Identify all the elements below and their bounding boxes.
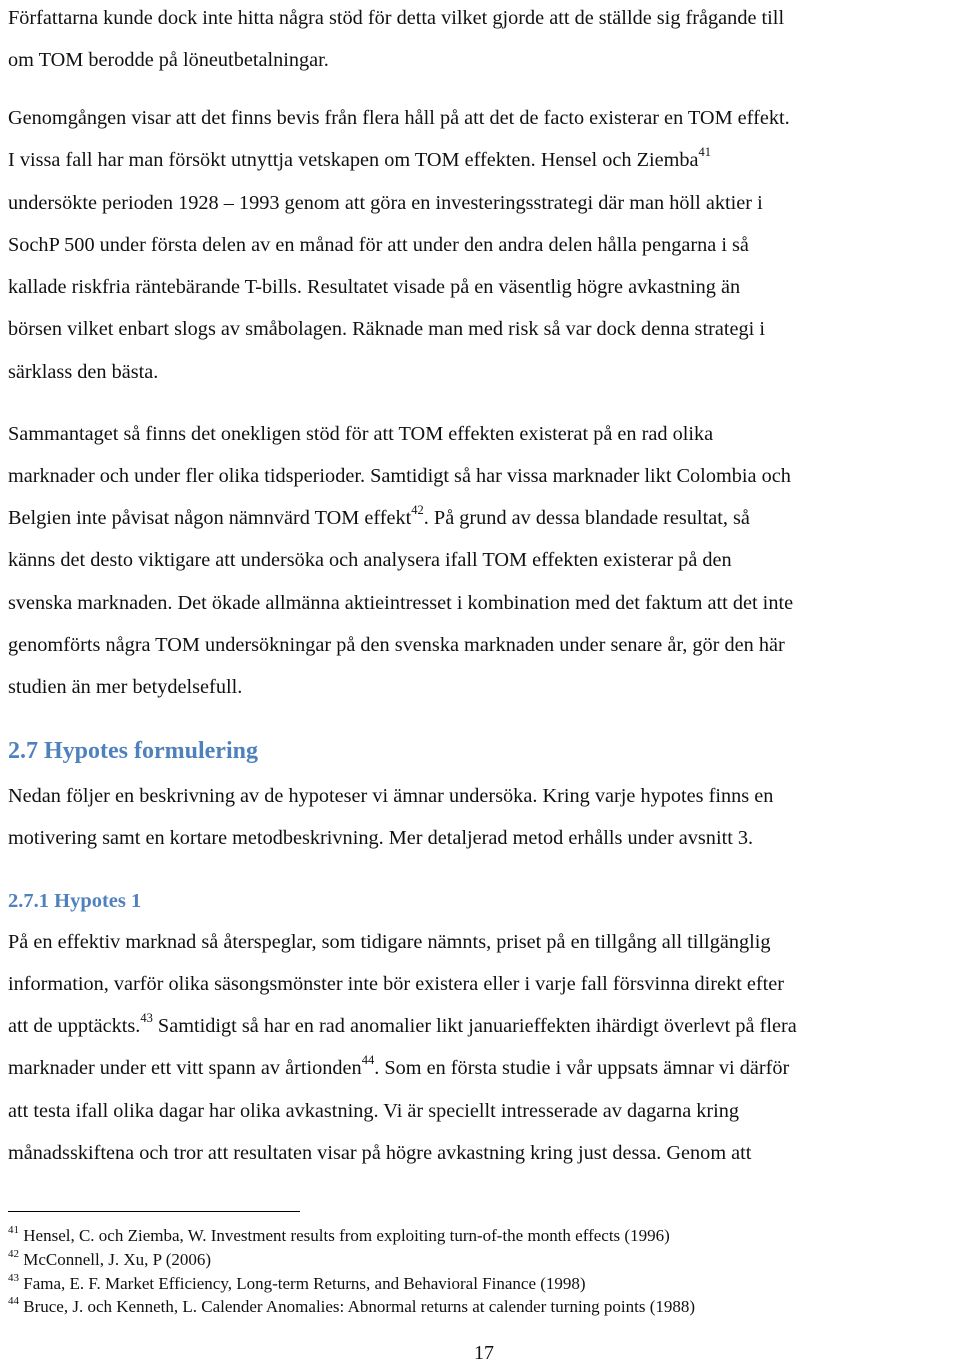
- footnote-text: Hensel, C. och Ziemba, W. Investment results from exploiting turn-of-the month effects (1996): [23, 1226, 670, 1245]
- body-text-line: att testa ifall olika dagar har olika avkastning. Vi är speciellt intresserade av dagarna kring: [8, 1100, 740, 1122]
- body-text-line: känns det desto viktigare att undersöka och analysera ifall TOM effekten existerar på den: [8, 549, 732, 571]
- body-text-line: Författarna kunde dock inte hitta några stöd för detta vilket gjorde att de ställde sig frågande till: [8, 7, 785, 29]
- page-number: 17: [474, 1342, 494, 1364]
- body-text: Samtidigt så har en rad anomalier likt januarieffekten ihärdigt överlevt på flera: [152, 1015, 797, 1037]
- footnote-separator: [8, 1211, 300, 1212]
- body-text-line: undersökte perioden 1928 – 1993 genom att göra en investeringsstrategi där man höll aktier i: [8, 192, 763, 214]
- body-text-line: Sammantaget så finns det onekligen stöd för att TOM effekten existerat på en rad olika: [8, 423, 714, 445]
- body-text-line: om TOM berodde på löneutbetalningar.: [8, 49, 329, 71]
- footnote-number: 42: [8, 1248, 19, 1260]
- footnote: [8, 1296, 695, 1318]
- body-text: . Som en första studie i vår uppsats ämnar vi därför: [374, 1057, 790, 1079]
- body-text: Belgien inte påvisat någon nämnvärd TOM effekt: [8, 507, 412, 529]
- body-text-line: marknader och under fler olika tidsperioder. Samtidigt så har vissa marknader likt Colombia och: [8, 465, 791, 487]
- footnote: [8, 1273, 586, 1295]
- body-text-line: [8, 147, 711, 173]
- section-heading: 2.7 Hypotes formulering: [8, 738, 258, 764]
- footnote: [8, 1249, 211, 1271]
- footnote-text: McConnell, J. Xu, P (2006): [23, 1250, 212, 1269]
- body-text-line: [8, 1055, 789, 1081]
- footnote-number: 41: [8, 1224, 19, 1236]
- body-text: att de upptäckts.: [8, 1015, 141, 1037]
- body-text-line: SochP 500 under första delen av en månad för att under den andra delen hålla pengarna i så: [8, 234, 749, 256]
- body-text-line: studien än mer betydelsefull.: [8, 676, 243, 698]
- body-text-line: På en effektiv marknad så återspeglar, som tidigare nämnts, priset på en tillgång all tillgänglig: [8, 931, 771, 953]
- footnote-ref: 42: [411, 503, 424, 517]
- footnote-ref: 43: [140, 1011, 153, 1025]
- body-text-line: [8, 505, 750, 531]
- body-text: . På grund av dessa blandade resultat, så: [423, 507, 750, 529]
- body-text-line: Nedan följer en beskrivning av de hypoteser vi ämnar undersöka. Kring varje hypotes finns en: [8, 785, 774, 807]
- body-text: marknader under ett vitt spann av årtionden: [8, 1057, 362, 1079]
- footnote-ref: 44: [361, 1053, 375, 1067]
- body-text-line: månadsskiftena och tror att resultaten visar på högre avkastning kring just dessa. Genom att: [8, 1142, 752, 1164]
- body-text-line: kallade riskfria räntebärande T-bills. Resultatet visade på en väsentlig högre avkastning än: [8, 276, 741, 298]
- body-text-line: information, varför olika säsongsmönster inte bör existera eller i varje fall försvinna direkt efter: [8, 973, 785, 995]
- body-text-line: [8, 1013, 797, 1039]
- subsection-heading: 2.7.1 Hypotes 1: [8, 890, 142, 912]
- body-text-line: svenska marknaden. Det ökade allmänna aktieintresset i kombination med det faktum att det inte: [8, 592, 794, 614]
- footnote-number: 43: [8, 1272, 19, 1284]
- footnote-ref: 41: [698, 145, 712, 159]
- body-text-line: motivering samt en kortare metodbeskrivning. Mer detaljerad metod erhålls under avsnitt 3.: [8, 827, 754, 849]
- footnote-text: Bruce, J. och Kenneth, L. Calender Anomalies: Abnormal returns at calender turning points (1988): [23, 1297, 696, 1316]
- body-text-line: särklass den bästa.: [8, 361, 159, 383]
- footnote: [8, 1225, 670, 1247]
- body-text-line: Genomgången visar att det finns bevis från flera håll på att det de facto existerar en TOM effekt.: [8, 107, 790, 129]
- body-text: I vissa fall har man försökt utnyttja vetskapen om TOM effekten. Hensel och Ziemba: [8, 149, 699, 171]
- body-text-line: börsen vilket enbart slogs av småbolagen. Räknade man med risk så var dock denna strategi i: [8, 318, 765, 340]
- footnote-text: Fama, E. F. Market Efficiency, Long-term Returns, and Behavioral Finance (1998): [23, 1274, 586, 1293]
- body-text-line: genomförts några TOM undersökningar på den svenska marknaden under senare år, gör den här: [8, 634, 785, 656]
- footnote-number: 44: [8, 1295, 19, 1307]
